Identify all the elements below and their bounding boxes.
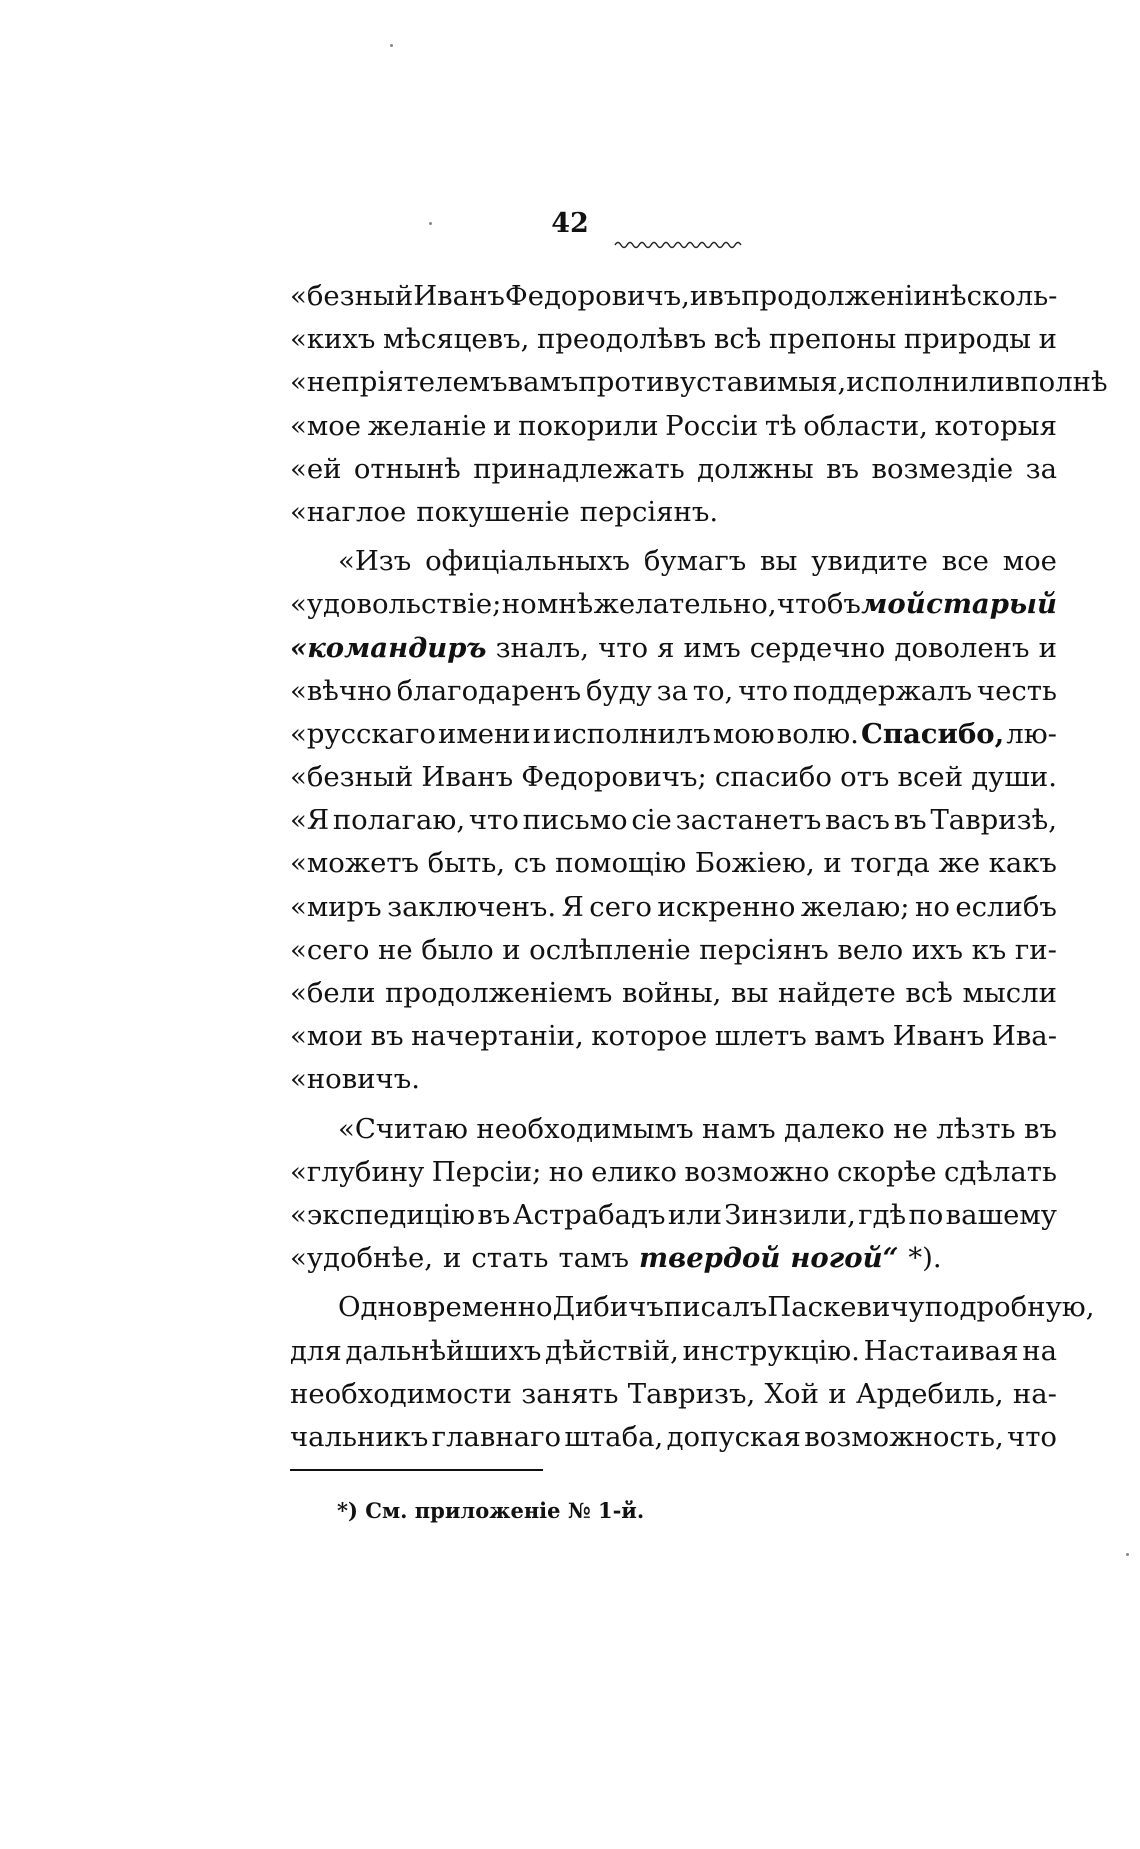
italic-emphasis: ногой“ [790,1242,899,1275]
word: за [656,674,688,707]
word: въ [370,1020,404,1053]
word: доволенъ [894,631,1030,664]
word: персіянъ [699,933,829,966]
word: мое [1002,545,1057,578]
word: штаба, [564,1420,664,1453]
word: исполнили [846,366,1005,399]
word: вамъ [814,1020,886,1053]
word: преодолѣвъ [536,323,707,356]
word: возможность, [804,1420,1004,1453]
footnote-marker: *). [908,1242,942,1275]
word: нѣсколь- [931,280,1058,312]
text-line [290,1194,1057,1237]
text-line [290,1286,1095,1329]
word: къ [971,933,1007,966]
word: спасибо [714,761,832,794]
word: ихъ [911,933,964,966]
word: мнѣ [536,588,594,621]
word: что [738,674,789,707]
word: въ [477,1198,511,1231]
word: вамъ [507,366,579,399]
text-line [290,756,1057,799]
word: благодаренъ [396,674,582,707]
word: продолженіи [741,280,932,312]
word: поддержалъ [792,674,973,707]
word: тогда [850,847,930,880]
word: шлетъ [714,1020,807,1053]
word: отнынѣ [353,452,461,485]
word: Ива- [991,1020,1057,1053]
word: и [532,717,552,750]
word: Зинзили, [724,1198,856,1231]
word: «Считаю [338,1112,468,1145]
word: Настаивая [863,1334,1019,1367]
word: какъ [988,847,1057,880]
text-line [290,1416,1057,1459]
word: увидите [811,545,928,578]
word: Иванъ [421,761,514,794]
word: всѣ [713,323,762,356]
word: персіянъ. [579,495,719,528]
word: лю- [1006,717,1057,750]
word: «удовольствіе; [290,588,502,621]
word: въ [1024,1112,1057,1145]
word: намъ [702,1112,776,1145]
word: которое [591,1020,708,1053]
word: и [689,280,709,312]
word: въ [893,804,927,837]
word: «безный [290,280,414,312]
scan-speck [1126,1553,1129,1556]
word: необходимости [290,1377,512,1410]
text-line [290,972,1057,1015]
word: лѣзть [936,1112,1016,1145]
word: вы [730,977,769,1009]
word: области, [803,409,928,442]
word: скорѣе [836,1155,937,1188]
word: и [442,1242,462,1275]
word: что [1007,1420,1057,1453]
page-number-ornament [613,236,743,252]
word: или [667,1198,722,1231]
word: занять [521,1377,619,1410]
page-number: 42 [551,208,589,239]
word: мою [712,717,775,750]
word: заключенъ. [387,890,557,923]
word: гдѣ [858,1198,907,1231]
word: желаю; [800,890,910,923]
word: исполнилъ [553,717,711,750]
word: Хой [764,1377,819,1410]
text-line [290,1108,1057,1151]
word: бумагъ [643,545,747,578]
scan-speck [429,222,432,225]
word: подробную, [924,1291,1095,1324]
text-line [290,1373,1057,1416]
word: чтобъ [776,588,861,621]
text-line [290,361,1108,404]
word: что [598,631,649,664]
word: честь [976,674,1057,707]
word: Я [561,890,584,923]
word: васъ [825,804,890,837]
word: чальникъ [290,1420,429,1453]
word: мысли [962,977,1057,1009]
word: тамъ [558,1242,630,1275]
word: должны [697,452,814,485]
word: волю. [776,717,859,750]
word: полагаю, [332,804,466,837]
word: души. [971,761,1057,794]
text-line [290,275,1057,318]
text-line [290,1058,1057,1101]
word: но [915,890,950,923]
word: но [501,588,537,621]
word: желаніе [367,409,487,442]
word: и [493,409,512,442]
word: застанетъ [675,804,822,837]
word: Персіи; [431,1155,542,1188]
word: я [657,631,675,664]
word: «удобнѣе, [290,1242,433,1275]
word: отъ [840,761,890,794]
word: все [941,545,989,578]
word: «мое [290,409,362,442]
word: за [1025,452,1057,485]
word: Россіи [665,409,759,442]
text-line [290,713,1057,756]
word: начертаніи, [411,1020,584,1053]
text-line [290,1330,1057,1373]
word: противуставимыя, [578,366,847,399]
word: для [290,1334,342,1367]
text-line [290,627,1057,670]
italic-emphasis: твердой [639,1242,781,1275]
footnote-rule [290,1469,543,1471]
word: «можетъ [290,847,420,880]
italic-emphasis: старый [926,588,1057,621]
text-line [290,448,1057,491]
text-line [290,886,1057,929]
word: не [378,933,413,966]
word: въ [708,280,742,312]
word: «русскаго [290,717,436,750]
text-line [290,318,1057,361]
word: которыя [934,409,1057,442]
word: буду [585,674,652,707]
word: имъ [683,631,741,664]
word: было [421,933,494,966]
word: и [1038,323,1057,356]
word: елико [591,1155,677,1188]
word: Астрабадъ [512,1198,666,1231]
word: главнаго [431,1420,562,1453]
word: Одновременно [338,1291,553,1324]
word: природы [903,323,1032,356]
word: вполнѣ [1004,366,1108,399]
word: въ [826,452,860,485]
word: Паскевичу [767,1291,925,1324]
word: «кихъ [290,323,376,356]
text-line [290,1015,1057,1058]
word: «миръ [290,890,382,923]
word: «бели [290,977,376,1009]
scan-speck [390,44,393,47]
word: офиціальныхъ [425,545,631,578]
word: возможно [684,1155,830,1188]
word: тѣ [764,409,797,442]
word: Дибичъ [552,1291,664,1324]
word: и [823,847,842,880]
word: зналъ, [495,631,589,664]
word: что [468,804,519,837]
word: ги- [1014,933,1057,966]
word: допуская [666,1420,801,1453]
word: войны, [622,977,722,1009]
word: съ [513,847,547,880]
word: покорили [518,409,659,442]
italic-emphasis: «командиръ [290,631,487,664]
text-line [290,929,1057,972]
word: же [938,847,981,880]
word: «глубину [290,1155,425,1188]
word: стать [471,1242,549,1275]
word: инструкцію. [682,1334,860,1367]
word: быть, [427,847,506,880]
word: дальнѣйшихъ [345,1334,542,1367]
word: сердечно [749,631,886,664]
word: Федоровичъ; [521,761,707,794]
word: всей [897,761,964,794]
word: Иванъ [413,280,505,312]
text-line [290,842,1057,885]
text-line [290,1237,1057,1280]
text-line [290,405,1057,448]
word: письмо [522,804,628,837]
word: не [893,1112,928,1145]
word: сего [589,890,652,923]
word: на- [1012,1377,1057,1410]
word: Ардебиль, [855,1377,1004,1410]
word: мѣсяцевъ, [382,323,530,356]
word: всѣ [905,977,953,1009]
word: и [502,933,521,966]
word: сдѣлать [943,1155,1057,1188]
word: и [828,1377,847,1410]
word: вашему [945,1198,1057,1231]
text-line [290,670,1057,713]
text-line [290,491,1057,534]
word: необходимымъ [476,1112,694,1145]
word: вело [837,933,904,966]
italic-emphasis: мой [861,588,926,621]
word: «мои [290,1020,364,1053]
word: писалъ [663,1291,768,1324]
footnote: *) См. приложеніе № 1-й. [337,1498,645,1523]
word: «ей [290,452,342,485]
word: вы [760,545,798,578]
word: покушеніе [416,495,570,528]
word: сіе [631,804,672,837]
word: «безный [290,761,414,794]
word: «Изъ [338,545,412,578]
word: то, [692,674,734,707]
word: препоны [768,323,897,356]
word: дѣйствій, [545,1334,679,1367]
word: ослѣпленіе [529,933,691,966]
bold-emphasis: Спасибо, [860,717,1005,750]
body-text [290,275,1108,1459]
word: возмездіе [871,452,1014,485]
word: еслибъ [955,890,1057,923]
text-line [290,799,1057,842]
word: желательно, [593,588,777,621]
word: Божіею, [694,847,815,880]
text-line [290,1151,1057,1194]
text-line [290,540,1057,583]
word: помощію [555,847,687,880]
word: принадлежать [473,452,685,485]
word: искренно [657,890,796,923]
word: но [548,1155,584,1188]
word: «экспедицію [290,1198,476,1231]
word: «сего [290,933,370,966]
word: Тавризъ, [627,1377,756,1410]
word: по [908,1198,944,1231]
word: «новичъ. [290,1063,420,1096]
word: «непріятелемъ [290,366,508,399]
word: имени [438,717,531,750]
word: на [1022,1334,1057,1367]
word: «наглое [290,495,407,528]
word: и [1038,631,1057,664]
word: Иванъ [892,1020,985,1053]
word: «Я [290,804,330,837]
word: продолженіемъ [385,977,613,1009]
word: Тавризѣ, [930,804,1057,837]
word: Федоровичъ, [504,280,690,312]
word: найдете [777,977,896,1009]
word: «вѣчно [290,674,392,707]
word: далеко [784,1112,885,1145]
text-line [290,583,1057,626]
